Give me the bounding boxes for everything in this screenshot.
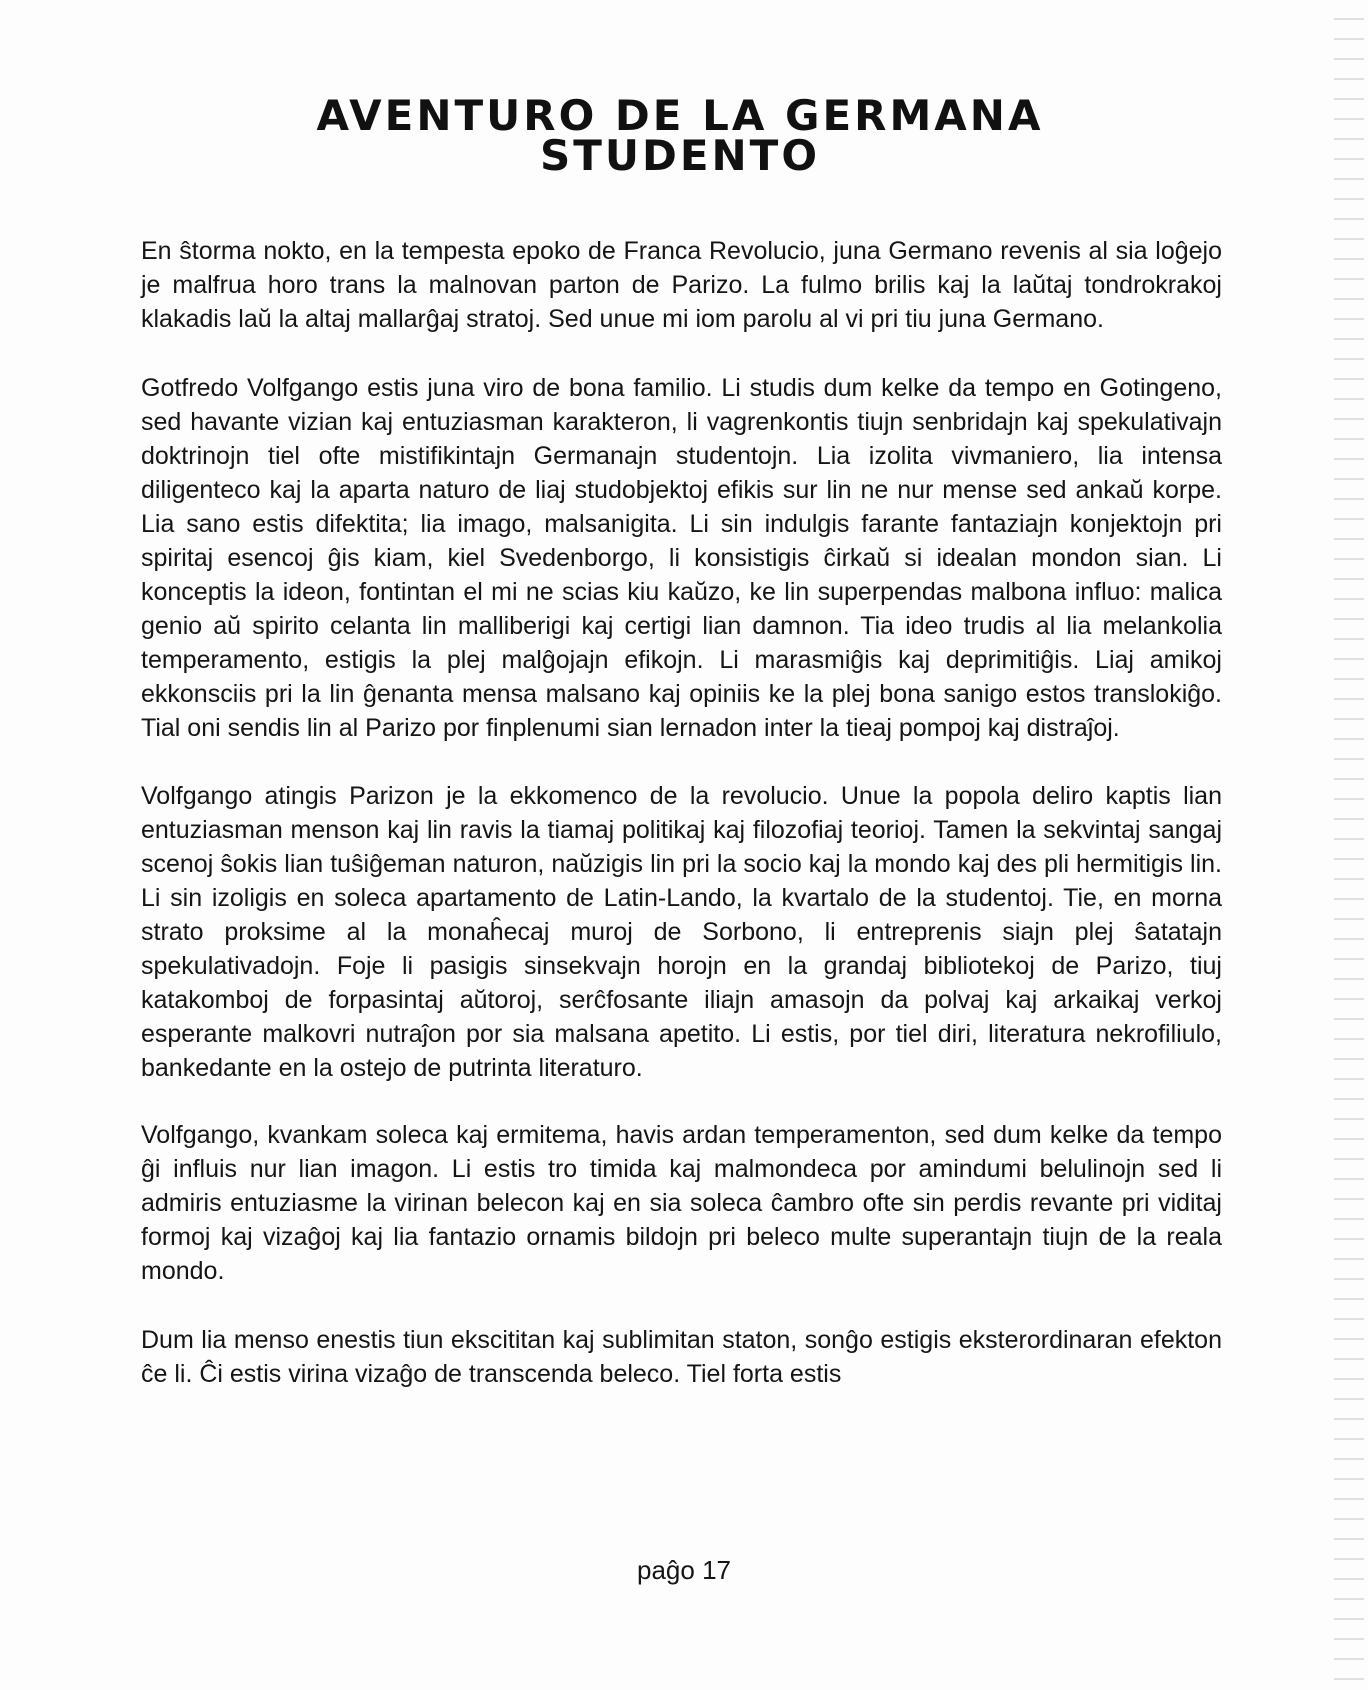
page-number: paĝo 17 [637,1555,731,1585]
scan-edge-marks [1334,0,1364,1690]
paragraph-2: Gotfredo Volfgango estis juna viro de bona familio. Li studis dum kelke da tempo en Gotingeno, sed havante vizian kaj entuziasman karakteron, li vagrenkontis tiujn senbridajn kaj spekulativajn doktrinojn tiel ofte mistifikintajn Germanajn studentojn. Lia izolita vivmaniero, lia intensa diligenteco kaj la aparta naturo de liaj studobjektoj efikis sur lin ne nur mense sed ankaŭ korpe. Lia sano estis difektita; lia imago, malsanigita. Li sin indulgis farante fantaziajn konjektojn pri spiritaj esencoj ĝis kiam, kiel Svedenborgo, li konsistigis ĉirkaŭ si idealan mondon sian. Li konceptis la ideon, fontintan el mi ne scias kiu kaŭzo, ke lin superpendas malbona influo: malica genio aŭ spirito celanta lin malliberigi kaj certigi lian damnon. Tia ideo trudis al lia melankolia temperamento, estigis la plej malĝojajn efikojn. Li marasmiĝis kaj deprimitiĝis. Liaj amikoj ekkonsciis pri la lin ĝenanta mensa malsano kaj opiniis ke la plej bona sanigo estos translokiĝo. Tial oni sendis lin al Parizo por finplenumi sian lernadon inter la tieaj pompoj kaj distraĵoj. [141,374,1222,742]
chapter-title-line-2: STUDENTO [539,131,821,180]
chapter-title-line-1: AVENTURO DE LA GERMANA [316,91,1044,140]
body-text [141,234,1222,1426]
paragraph-3: Volfgango atingis Parizon je la ekkomenco de la revolucio. Unue la popola deliro kaptis lian entuziasman menson kaj lin ravis la tiamaj politikaj kaj filozofiaj teorioj. Tamen la sekvintaj sangaj scenoj ŝokis lian tuŝiĝeman naturon, naŭzigis lin pri la socio kaj la mondo kaj des pli hermitigis lin. Li sin izoligis en soleca apartamento de Latin-Lando, la kvartalo de la studentoj. Tie, en morna strato proksime al la monaĥecaj muroj de Sorbono, li entreprenis siajn plej ŝatatajn spekulativadojn. Foje li pasigis sinsekvajn horojn en la grandaj bibliotekoj de Parizo, tiuj katakomboj de forpasintaj aŭtoroj, serĉfosante iliajn amasojn da polvaj kaj arkaikaj verkoj esperante malkovri nutraĵon por sia malsana apetito. Li estis, por tiel diri, literatura nekrofiliulo, bankedante en la ostejo de putrinta literaturo. [141,782,1222,1082]
paragraph-1: En ŝtorma nokto, en la tempesta epoko de Franca Revolucio, juna Germano revenis al sia loĝejo je malfrua horo trans la malnovan parton de Parizo. La fulmo brilis kaj la laŭtaj tondrokrakoj klakadis laŭ la altaj mallarĝaj stratoj. Sed unue mi iom parolu al vi pri tiu juna Germano. [141,237,1222,333]
paragraph-5: Dum lia menso enestis tiun ekscititan kaj sublimitan staton, sonĝo estigis eksterordinaran efekton ĉe li. Ĉi estis virina vizaĝo de transcenda beleco. Tiel forta estis [141,1326,1222,1388]
chapter-title [140,91,1220,180]
paragraph-4: Volfgango, kvankam soleca kaj ermitema, havis ardan temperamenton, sed dum kelke da tempo ĝi influis nur lian imagon. Li estis tro timida kaj malmondeca por amindumi belulinojn sed li admiris entuziasme la virinan belecon kaj en sia soleca ĉambro ofte sin perdis revante pri viditaj formoj kaj vizaĝoj kaj lia fantazio ornamis bildojn pri beleco multe superantajn tiujn de la reala mondo. [141,1121,1222,1285]
